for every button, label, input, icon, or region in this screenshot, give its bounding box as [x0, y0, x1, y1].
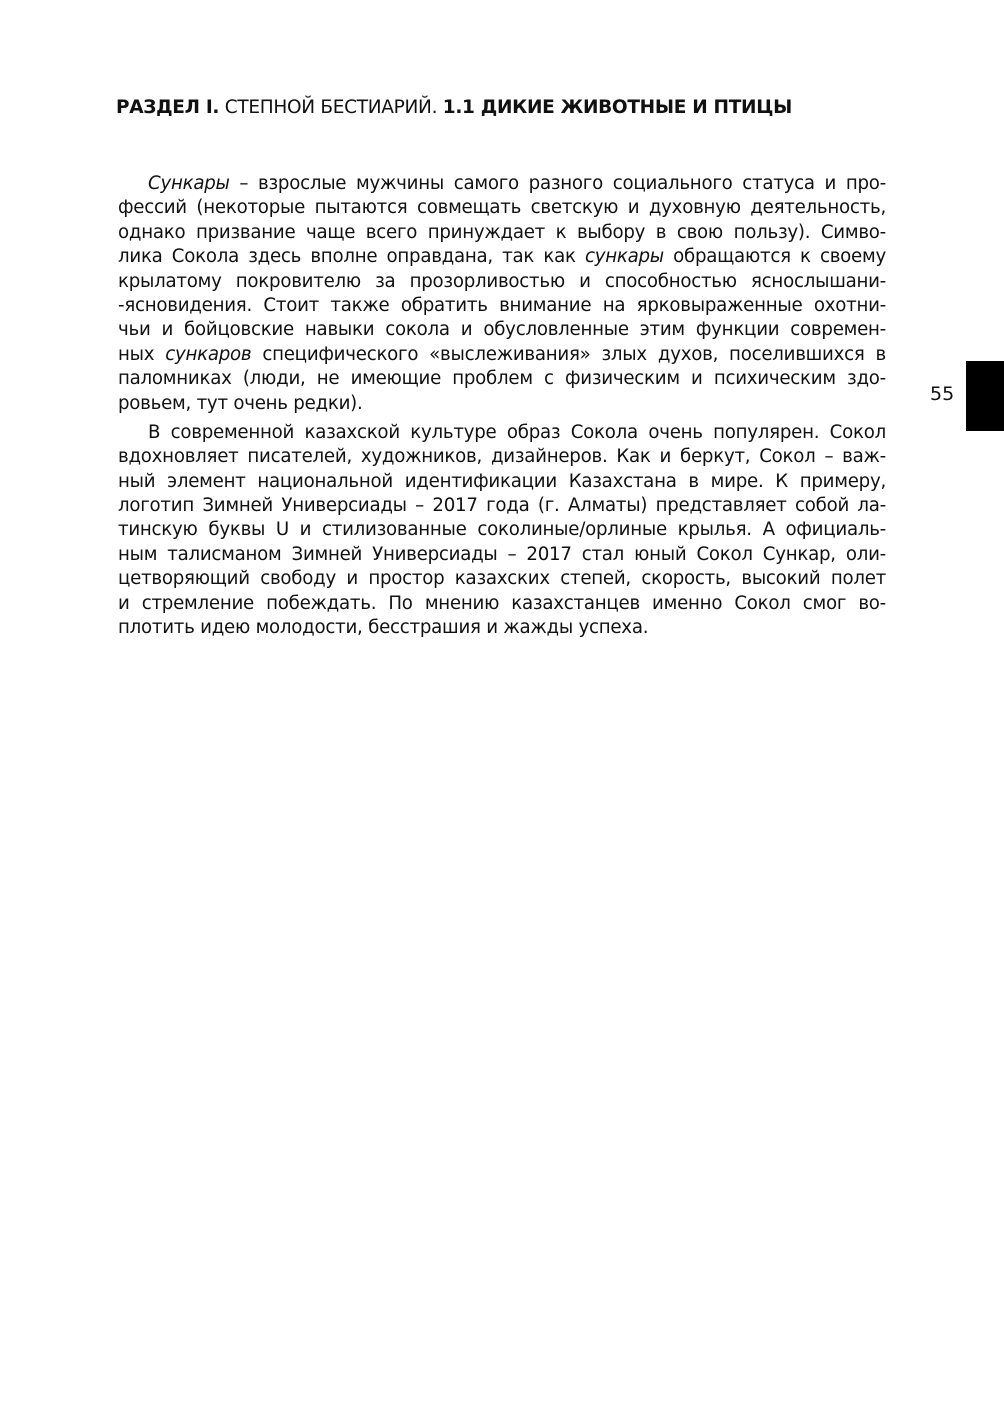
- text-line: паломниках (люди, не имеющие проблем с физическим и психическим здо-: [118, 368, 886, 390]
- text-line: логотип Зимней Универсиады – 2017 года (г. Алматы) представляет собой ла-: [118, 495, 886, 517]
- text-run: обращаются к своему: [663, 246, 886, 268]
- text-line: В современной казахской культуре образ Сокола очень популярен. Сокол: [148, 421, 886, 443]
- text-line: крылатому покровителю за прозорливостью и способностью яснослышани-: [118, 270, 886, 292]
- text-line: ный элемент национальной идентификации Казахстана в мире. К примеру,: [118, 470, 886, 492]
- emphasis: сункаров: [165, 343, 252, 365]
- chapter-title: 1.1 ДИКИЕ ЖИВОТНЫЕ И ПТИЦЫ: [442, 97, 792, 118]
- text-line: и стремление побеждать. По мнению казахстанцев именно Сокол смог во-: [118, 592, 886, 614]
- text-line: -ясновидения. Стоит также обратить внимание на ярковыраженные охотни-: [118, 294, 886, 316]
- running-head: [116, 96, 896, 120]
- text-line: [118, 172, 886, 196]
- text-line: тинскую буквы U и стилизованные соколиные/орлиные крылья. А официаль-: [118, 519, 886, 541]
- section-label: РАЗДЕЛ I.: [116, 97, 220, 118]
- text-line: цетворяющий свободу и простор казахских степей, скорость, высокий полет: [118, 568, 886, 590]
- text-run: – взрослые мужчины самого разного социального статуса и про-: [229, 173, 886, 194]
- page-number: 55: [930, 383, 955, 405]
- body-text: [118, 172, 886, 640]
- text-line: [118, 245, 886, 269]
- text-line: ным талисманом Зимней Универсиады – 2017 стал юный Сокол Сункар, оли-: [118, 543, 886, 565]
- text-line: фессий (некоторые пытаются совмещать светскую и духовную деятельность,: [118, 197, 886, 219]
- text-line: ровьем, тут очень редки).: [118, 392, 363, 414]
- text-line: однако призвание чаще всего принуждает к выбору в свою пользу). Симво-: [118, 221, 886, 243]
- text-run: ных: [118, 343, 166, 365]
- thumb-tab: [966, 361, 1004, 431]
- emphasis: сункары: [584, 246, 664, 268]
- text-line: вдохновляет писателей, художников, дизайнеров. Как и беркут, Сокол – важ-: [118, 446, 886, 468]
- paragraph-1: [118, 172, 886, 416]
- text-line: чьи и бойцовские навыки сокола и обусловленные этим функции современ-: [118, 319, 886, 341]
- text-run: лика Сокола здесь вполне оправдана, так как: [118, 246, 585, 268]
- text-run: специфического «выслеживания» злых духов, поселившихся в: [251, 343, 887, 365]
- emphasis: Сункары: [148, 173, 230, 194]
- text-line: [118, 343, 886, 367]
- section-title: СТЕПНОЙ БЕСТИАРИЙ.: [219, 97, 443, 118]
- paragraph-2: [118, 421, 886, 641]
- text-line: плотить идею молодости, бесстрашия и жажды успеха.: [118, 617, 649, 639]
